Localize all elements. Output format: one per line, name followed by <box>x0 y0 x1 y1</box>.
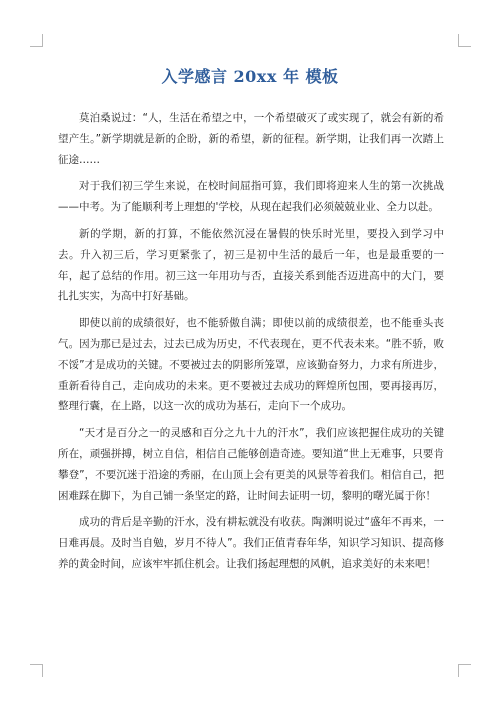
paragraph: 成功的背后是辛勤的汗水，没有耕耘就没有收获。陶渊明说过“盛年不再来，一日难再晨。及时当自勉，岁月不待人”。我们正值青春年华，知识学习知识、提高修养的黄金时间，应该牢牢抓住机会。让我们扬起理想的风帆，追求美好的未来吧！ <box>58 516 444 570</box>
paragraph: 新的学期，新的打算，不能依然沉浸在暑假的快乐时光里，要投入到学习中去。升入初三后，学习更紧张了，初三是初中生活的最后一年，也是最重要的一年，起了总结的作用。初三这一年用功与否，直接关系到能否迈进高中的大门，要扎扎实实，为高中打好基础。 <box>58 227 444 303</box>
paragraph: 对于我们初三学生来说，在校时间屈指可算，我们即将迎来人生的第一次挑战——中考。为了能顺利考上理想的'学校，从现在起我们必须兢兢业业、全力以赴。 <box>58 180 444 214</box>
document-title: 入学感言 20xx 年 模板 <box>161 67 339 86</box>
page-corner-mark-bottom-right <box>458 664 471 677</box>
paragraph: 莫泊桑说过：“人，生活在希望之中，一个希望破灭了或实现了，就会有新的希望产生。”新学期就是新的企盼，新的希望，新的征程。新学期，让我们再一次踏上征途…… <box>58 112 444 166</box>
paragraph: “天才是百分之一的灵感和百分之九十九的汗水”，我们应该把握住成功的关键所在，顽强拼搏，树立自信，相信自己能够创造奇迹。要知道“世上无难事，只要肯攀登”，不要沉迷于沿途的秀丽，在山顶上会有更美的风景等着我们。相信自己，把困难踩在脚下，为自己铺一条坚定的路，让时间去证明一切，黎明的曙光属于你！ <box>58 427 444 502</box>
page-corner-mark-top-left <box>30 34 43 47</box>
document-body <box>58 108 444 581</box>
paragraph: 即使以前的成绩很好，也不能骄傲自满；即使以前的成绩很差，也不能垂头丧气。因为那已是过去，过去已成为历史，不代表现在，更不代表未来。“胜不骄，败不馁”才是成功的关键。不要被过去的阴影所笼罩，应该勤奋努力，力求有所进步，重新看待自己，走向成功的未来。更不要被过去成功的辉煌所包围，要再接再厉，整理行囊，在上路，以这一次的成功为基石，走向下一个成功。 <box>58 317 444 413</box>
page-corner-mark-top-right <box>458 34 471 47</box>
page-corner-mark-bottom-left <box>30 664 43 677</box>
